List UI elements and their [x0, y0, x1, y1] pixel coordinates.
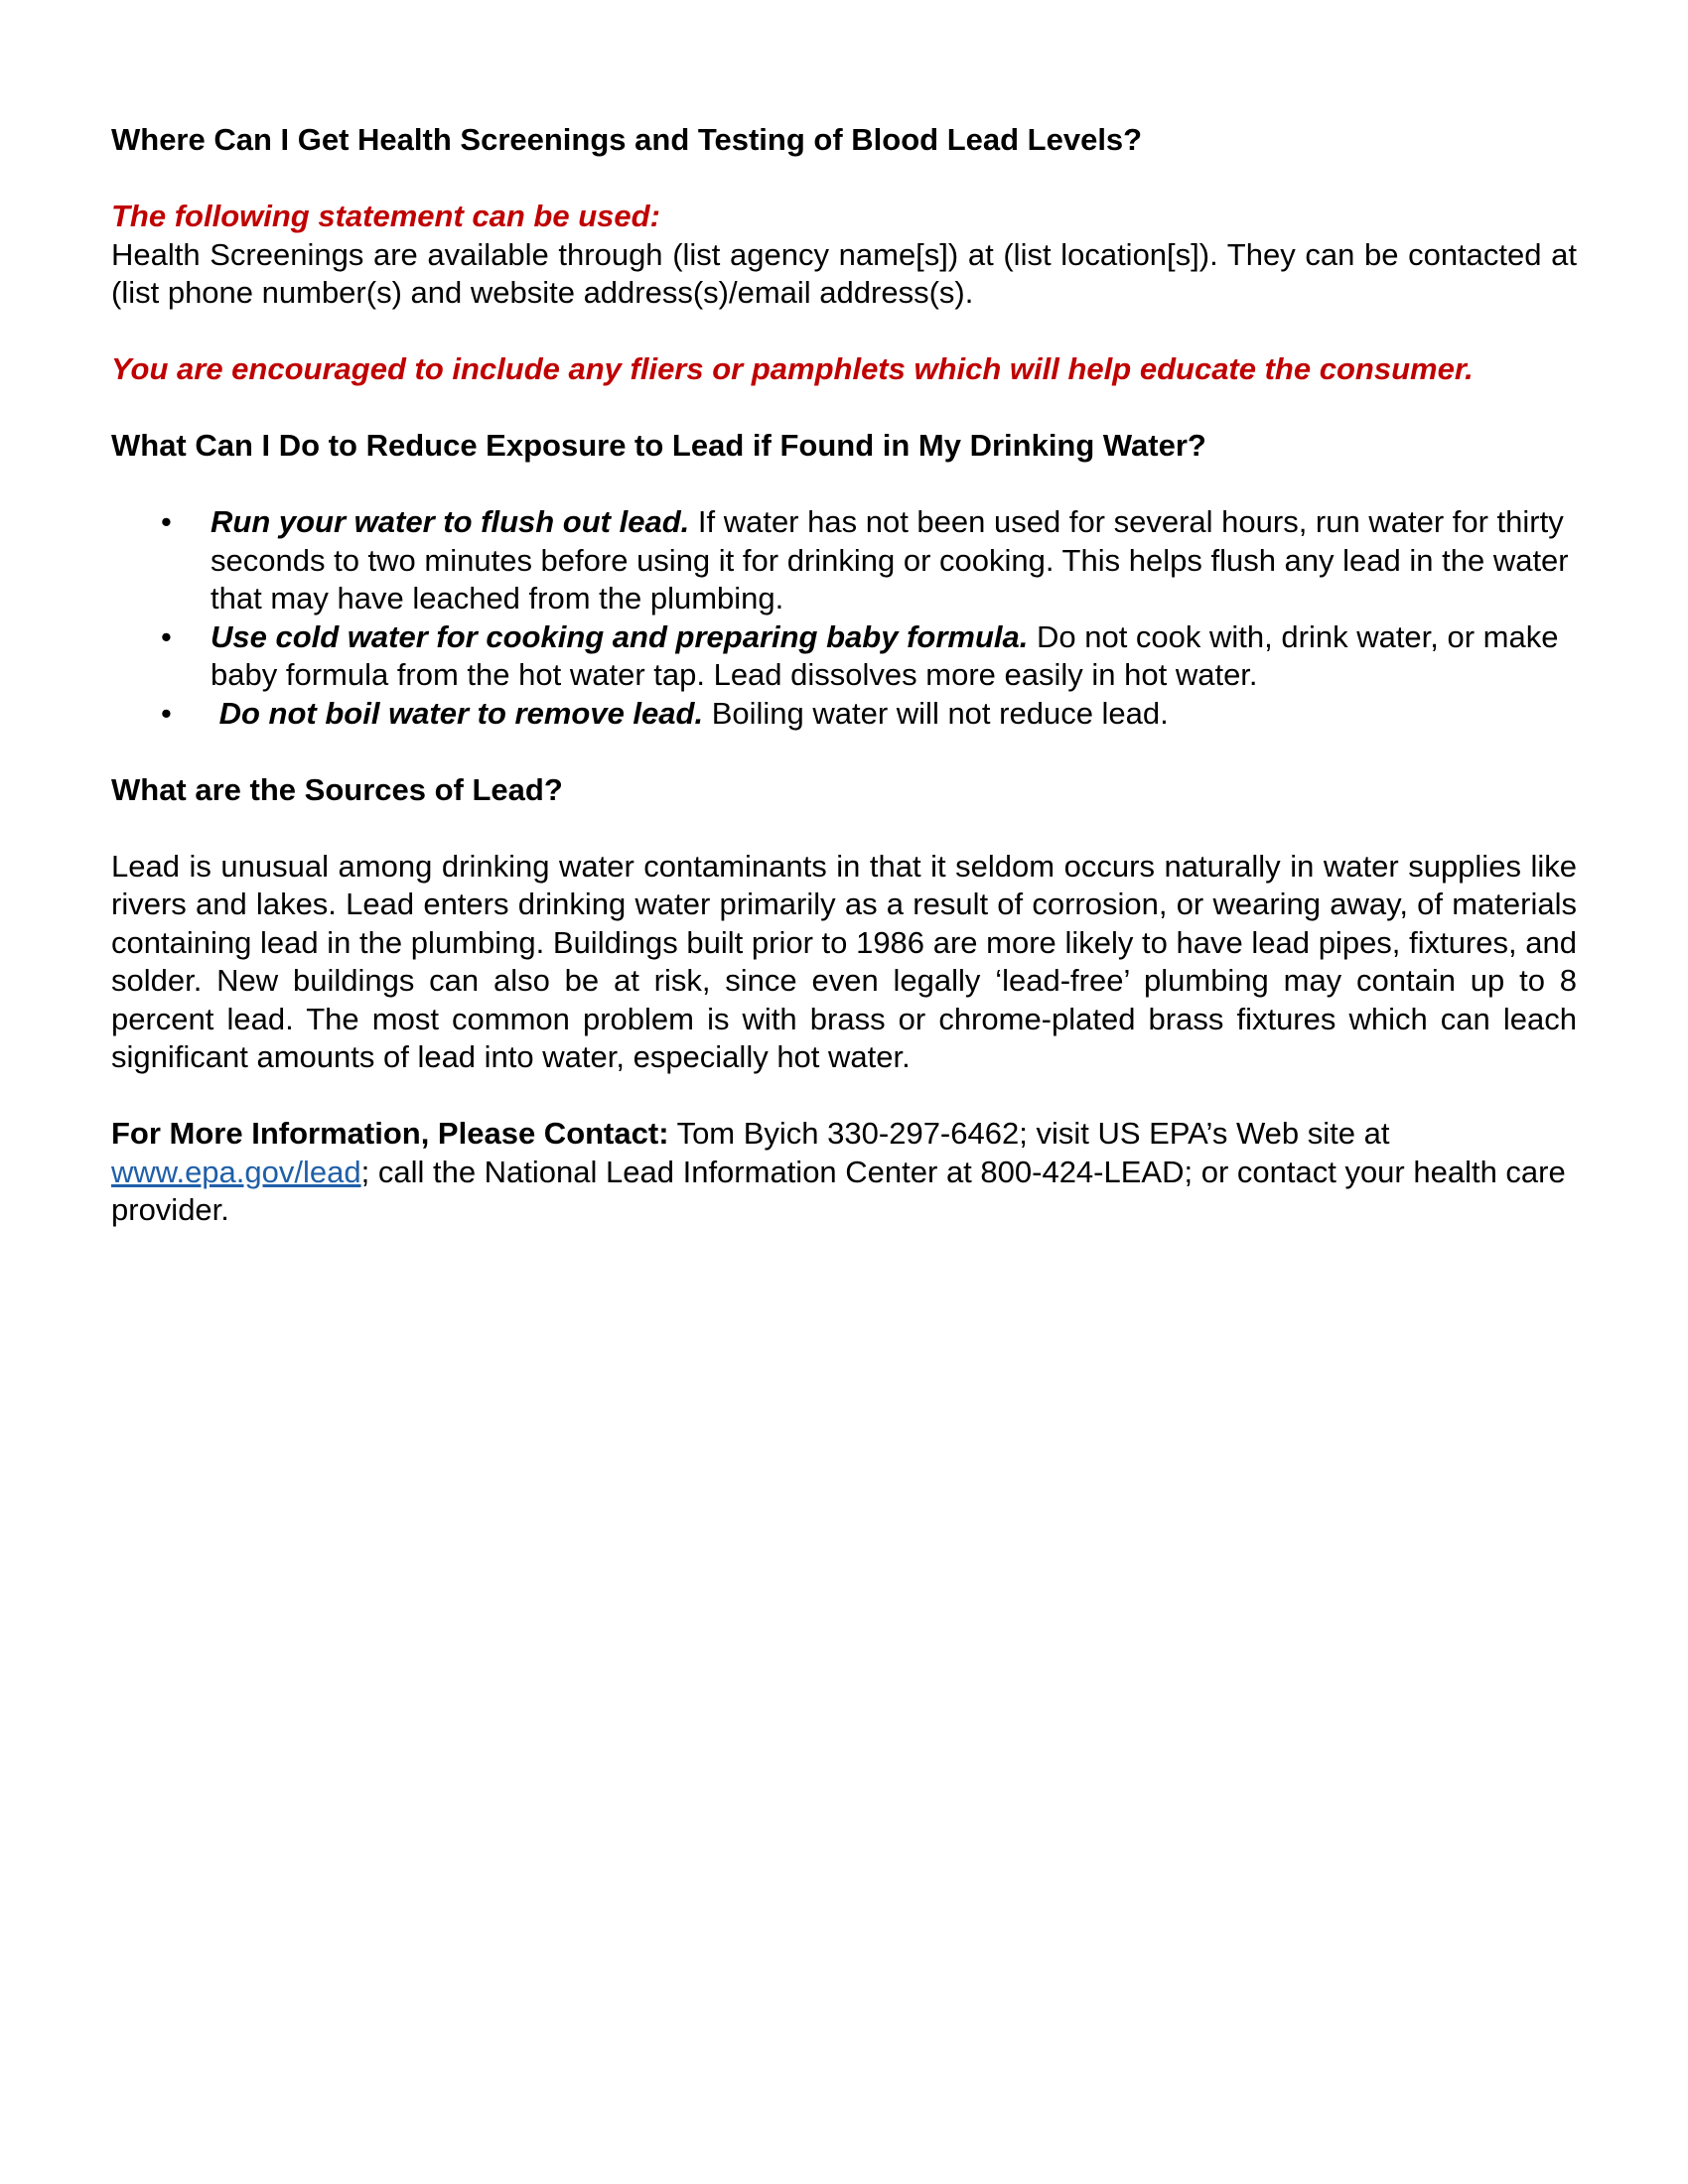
contact-label: For More Information, Please Contact: [111, 1116, 669, 1151]
section-heading-reduce-exposure: What Can I Do to Reduce Exposure to Lead if Found in My Drinking Water? [111, 428, 1206, 463]
tip-text: If water has not been used for several hours, run water for thirty seconds to two minutes before using it for drinking or cooking. This helps flush any lead in the water that may have leached from the plumbing. [211, 504, 1569, 615]
encouragement-note: You are encouraged to include any fliers or pamphlets which will help educate the consumer. [111, 351, 1474, 386]
list-item [111, 618, 1577, 695]
tip-text: Do not cook with, drink water, or make baby formula from the hot water tap. Lead dissolves more easily in hot water. [211, 618, 1559, 692]
screenings-paragraph: Health Screenings are available through (list agency name[s]) at (list location[s]). They can be contacted at (list phone number(s) and website address(s)/email address(s). [111, 236, 1577, 310]
tip-text: Boiling water will not reduce lead. [703, 695, 1169, 731]
section-heading-screenings: Where Can I Get Health Screenings and Testing of Blood Lead Levels? [111, 122, 1143, 157]
document-page [111, 121, 1577, 1230]
tip-lead-in: Do not boil water to remove lead. [211, 695, 704, 731]
tip-lead-in: Use cold water for cooking and preparing baby formula. [211, 618, 1029, 654]
bullet-icon: • [161, 618, 172, 654]
tip-lead-in: Run your water to flush out lead. [211, 504, 690, 539]
bullet-icon: • [161, 504, 172, 539]
instruction-note: The following statement can be used: [111, 199, 660, 233]
contact-text-2: ; call the National Lead Information Center at 800-424-LEAD; or contact your health care provider. [111, 1154, 1566, 1227]
epa-lead-link[interactable]: www.epa.gov/lead [111, 1154, 361, 1189]
list-item [111, 503, 1577, 618]
contact-text-1: Tom Byich 330-297-6462; visit US EPA’s Web site at [668, 1116, 1390, 1151]
contact-paragraph [111, 1115, 1577, 1230]
list-item [111, 695, 1577, 734]
exposure-tips-list [111, 503, 1577, 733]
sources-paragraph: Lead is unusual among drinking water contaminants in that it seldom occurs naturally in water supplies like rivers and lakes. Lead enters drinking water primarily as a result of corrosion, or wearing away, of materials containing lead in the plumbing. Buildings built prior to 1986 are more likely to have lead pipes, fixtures, and solder. New buildings can also be at risk, since even legally ‘lead-free’ plumbing may contain up to 8 percent lead. The most common problem is with brass or chrome-plated brass fixtures which can leach significant amounts of lead into water, especially hot water. [111, 848, 1577, 1074]
bullet-icon: • [161, 695, 172, 731]
section-heading-sources: What are the Sources of Lead? [111, 771, 563, 807]
